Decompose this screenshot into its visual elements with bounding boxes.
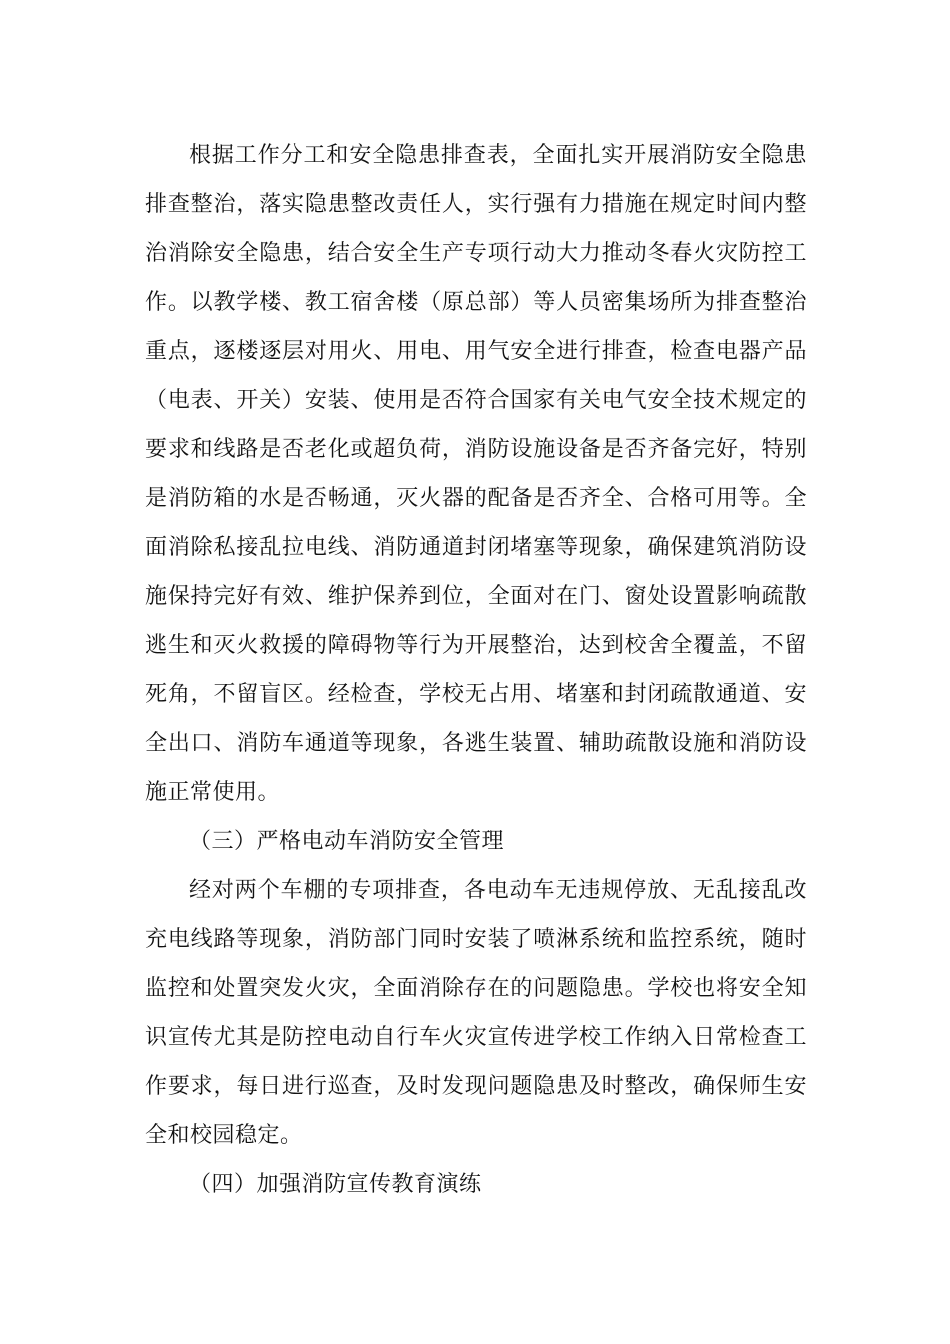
section-heading-fire-education: （四）加强消防宣传教育演练: [189, 1172, 482, 1197]
document-body: [145, 131, 807, 1209]
paragraph-fire-hazard-inspection: 根据工作分工和安全隐患排查表，全面扎实开展消防安全隐患排查整治，落实隐患整改责任人，实行强有力措施在规定时间内整治消除安全隐患，结合安全生产专项行动大力推动冬春火灾防控工作。以教学楼、教工宿舍楼（原总部）等人员密集场所为排查整治重点，逐楼逐层对用火、用电、用气安全进行排查，检查电器产品（电表、开关）安装、使用是否符合国家有关电气安全技术规定的要求和线路是否老化或超负荷，消防设施设备是否齐备完好，特别是消防箱的水是否畅通，灭火器的配备是否齐全、合格可用等。全面消除私接乱拉电线、消防通道封闭堵塞等现象，确保建筑消防设施保持完好有效、维护保养到位，全面对在门、窗处设置影响疏散逃生和灭火救援的障碍物等行为开展整治，达到校舍全覆盖，不留死角，不留盲区。经检查，学校无占用、堵塞和封闭疏散通道、安全出口、消防车通道等现象，各逃生装置、辅助疏散设施和消防设施正常使用。: [145, 143, 807, 805]
paragraph-ebike-inspection: 经对两个车棚的专项排查，各电动车无违规停放、无乱接乱改充电线路等现象，消防部门同时安装了喷淋系统和监控系统，随时监控和处置突发火灾，全面消除存在的问题隐患。学校也将安全知识宣传尤其是防控电动自行车火灾宣传进学校工作纳入日常检查工作要求，每日进行巡查，及时发现问题隐患及时整改，确保师生安全和校园稳定。: [145, 878, 807, 1148]
section-heading-ebike-safety: （三）严格电动车消防安全管理: [189, 829, 505, 854]
